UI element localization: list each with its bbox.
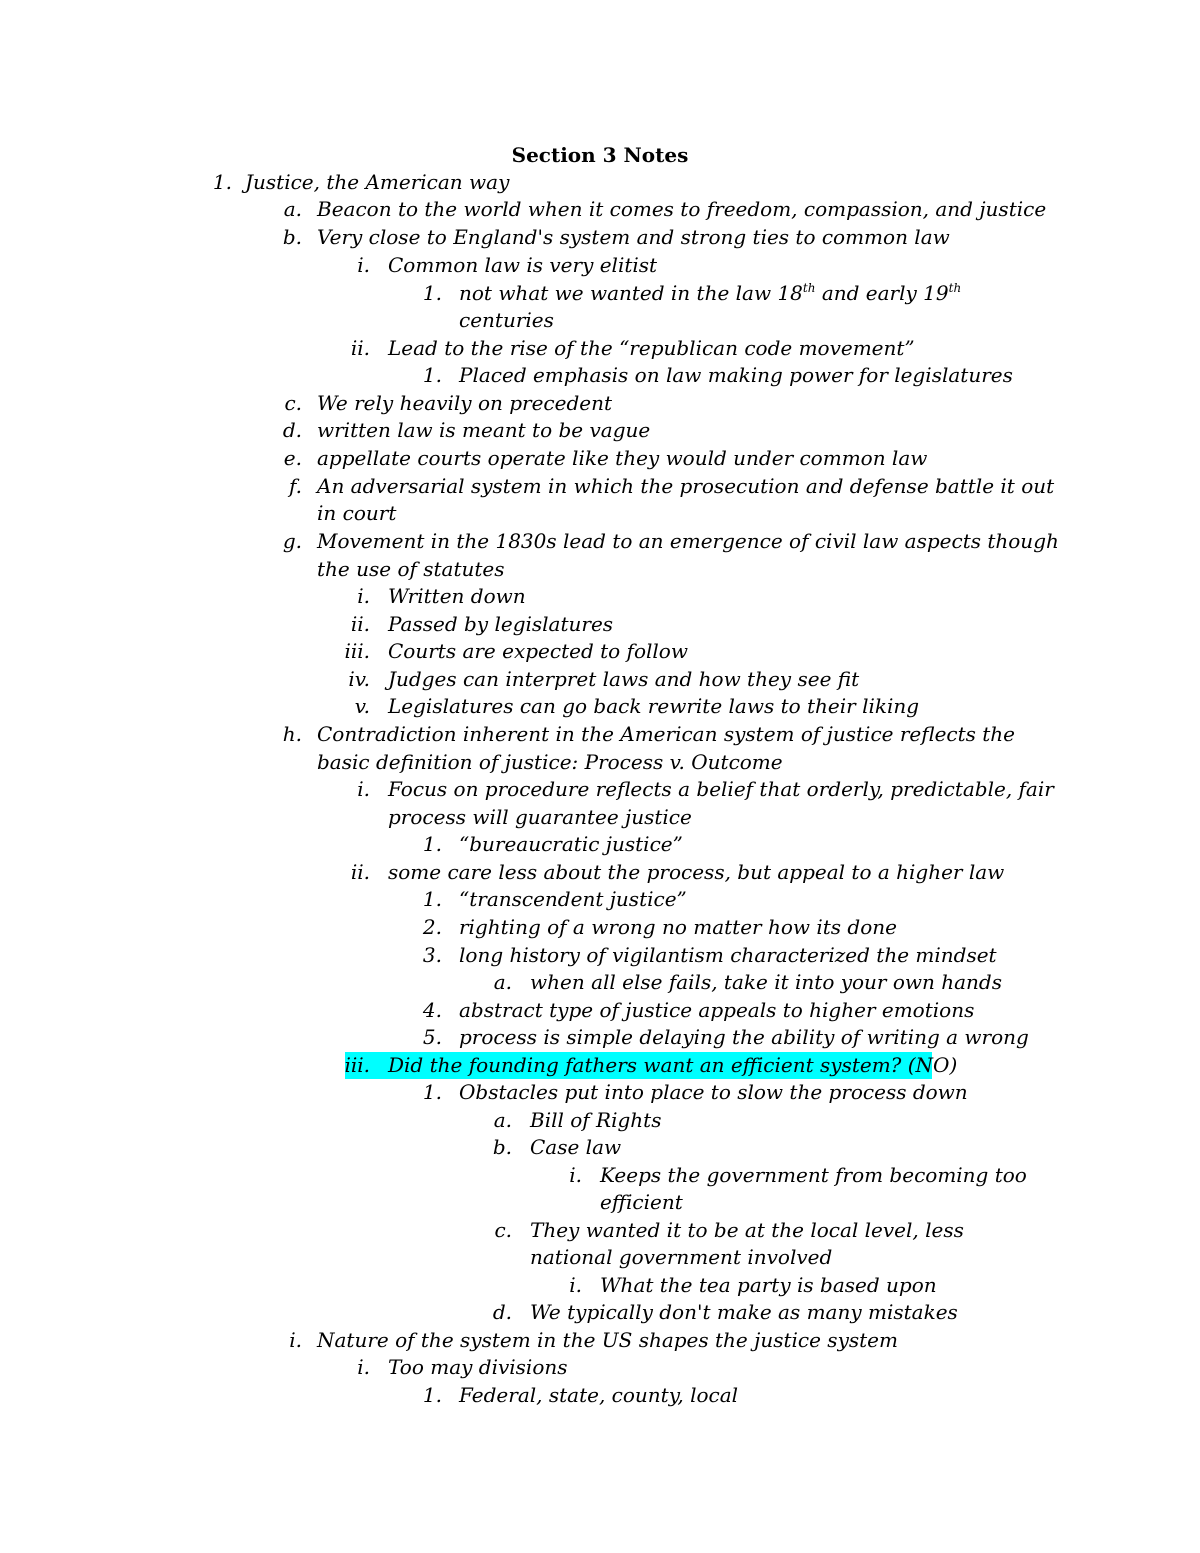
list-item-text: An adversarial system in which the prosecution and defense battle it out: [317, 474, 1055, 498]
list-marker: e.: [283, 446, 302, 470]
list-marker: i.: [357, 253, 370, 277]
list-marker: a.: [283, 197, 302, 221]
list-item-text: Bill of Rights: [530, 1108, 662, 1132]
list-item-text: “transcendent justice”: [459, 887, 687, 911]
list-marker: ii.: [350, 860, 370, 884]
list-item-text: Courts are expected to follow: [388, 639, 688, 663]
list-marker: 3.: [422, 943, 442, 967]
list-item-text: written law is meant to be vague: [317, 418, 651, 442]
list-marker: 1.: [422, 281, 442, 305]
list-item-text: Lead to the rise of the “republican code movement”: [388, 336, 915, 360]
list-marker: 5.: [422, 1025, 442, 1049]
list-marker: i.: [357, 1355, 370, 1379]
list-item-text: efficient: [600, 1190, 683, 1214]
list-marker: 1.: [422, 887, 442, 911]
list-item-text: Legislatures can go back rewrite laws to their liking: [388, 694, 920, 718]
list-item-text: appellate courts operate like they would under common law: [317, 446, 928, 470]
list-marker: iv.: [348, 667, 370, 691]
list-item-text: We rely heavily on precedent: [317, 391, 613, 415]
list-item-text: Justice, the American way: [245, 170, 510, 194]
list-item-text: We typically don't make as many mistakes: [530, 1300, 958, 1324]
superscript: th: [802, 281, 816, 295]
list-item-text: long history of vigilantism characterized the mindset: [459, 943, 997, 967]
list-item-text: process is simple delaying the ability of writing a wrong: [459, 1025, 1029, 1049]
list-marker: 4.: [422, 998, 442, 1022]
list-item-text: What the tea party is based upon: [600, 1273, 937, 1297]
list-marker: f.: [288, 474, 302, 498]
list-item-text: Movement in the 1830s lead to an emergence of civil law aspects though: [317, 529, 1059, 553]
list-marker: ii.: [350, 612, 370, 636]
list-marker: v.: [354, 694, 370, 718]
list-marker: i.: [569, 1273, 582, 1297]
list-marker: iii.: [344, 639, 370, 663]
list-marker: i.: [289, 1328, 302, 1352]
list-item-text: Common law is very elitist: [388, 253, 658, 277]
list-marker: b.: [492, 1135, 512, 1159]
list-marker: ii.: [350, 336, 370, 360]
list-marker: i.: [357, 777, 370, 801]
list-item-text: Keeps the government from becoming too: [600, 1163, 1027, 1187]
list-marker: 1.: [422, 363, 442, 387]
list-marker: d.: [492, 1300, 512, 1324]
list-marker: c.: [494, 1218, 512, 1242]
list-item-text: some care less about the process, but appeal to a higher law: [388, 860, 1005, 884]
list-item-text: process will guarantee justice: [388, 805, 692, 829]
list-item-text: Beacon to the world when it comes to freedom, compassion, and justice: [317, 197, 1047, 221]
list-marker: h.: [282, 722, 302, 746]
superscript: th: [948, 281, 962, 295]
list-marker: d.: [282, 418, 302, 442]
list-item-text: abstract type of justice appeals to higher emotions: [459, 998, 975, 1022]
list-item-text: Did the founding fathers want an efficient system? (NO): [388, 1053, 958, 1077]
text-part: and early 19: [815, 281, 949, 305]
list-item-text: They wanted it to be at the local level, less: [530, 1218, 964, 1242]
list-marker: b.: [282, 225, 302, 249]
list-item-text: [459, 280, 961, 307]
list-marker: 1.: [422, 832, 442, 856]
list-marker: 1.: [212, 170, 232, 194]
list-item-text: the use of statutes: [317, 557, 505, 581]
list-item-text: Written down: [388, 584, 526, 608]
list-item-text: Contradiction inherent in the American system of justice reflects the: [317, 722, 1016, 746]
list-item-text: righting of a wrong no matter how its done: [459, 915, 897, 939]
list-item-text: Judges can interpret laws and how they see fit: [388, 667, 860, 691]
list-item-text: when all else fails, take it into your own hands: [530, 970, 1003, 994]
list-marker: 2.: [422, 915, 442, 939]
list-item-text: “bureaucratic justice”: [459, 832, 683, 856]
list-item-text: Federal, state, county, local: [459, 1383, 739, 1407]
list-item-text: Nature of the system in the US shapes the justice system: [317, 1328, 898, 1352]
list-marker: i.: [357, 584, 370, 608]
list-marker: a.: [493, 1108, 512, 1132]
list-marker: a.: [493, 970, 512, 994]
list-item-text: Obstacles put into place to slow the process down: [459, 1080, 968, 1104]
text-part: not what we wanted in the law 18: [459, 281, 803, 305]
list-item-text: Too may divisions: [388, 1355, 568, 1379]
list-item-text: Case law: [530, 1135, 622, 1159]
list-item-text: Placed emphasis on law making power for legislatures: [459, 363, 1013, 387]
list-item-text: Very close to England's system and strong ties to common law: [317, 225, 950, 249]
list-marker: iii.: [344, 1053, 370, 1077]
list-item-text: Passed by legislatures: [388, 612, 614, 636]
list-marker: 1.: [422, 1383, 442, 1407]
list-marker: i.: [569, 1163, 582, 1187]
list-item-text: Focus on procedure reflects a belief that orderly, predictable, fair: [388, 777, 1054, 801]
list-marker: 1.: [422, 1080, 442, 1104]
list-item-text: centuries: [459, 308, 554, 332]
list-item-text: basic definition of justice: Process v. Outcome: [317, 750, 783, 774]
list-item-text: in court: [317, 501, 397, 525]
list-marker: g.: [282, 529, 302, 553]
page-title: Section 3 Notes: [511, 143, 689, 167]
list-item-text: national government involved: [530, 1245, 833, 1269]
list-marker: c.: [284, 391, 302, 415]
